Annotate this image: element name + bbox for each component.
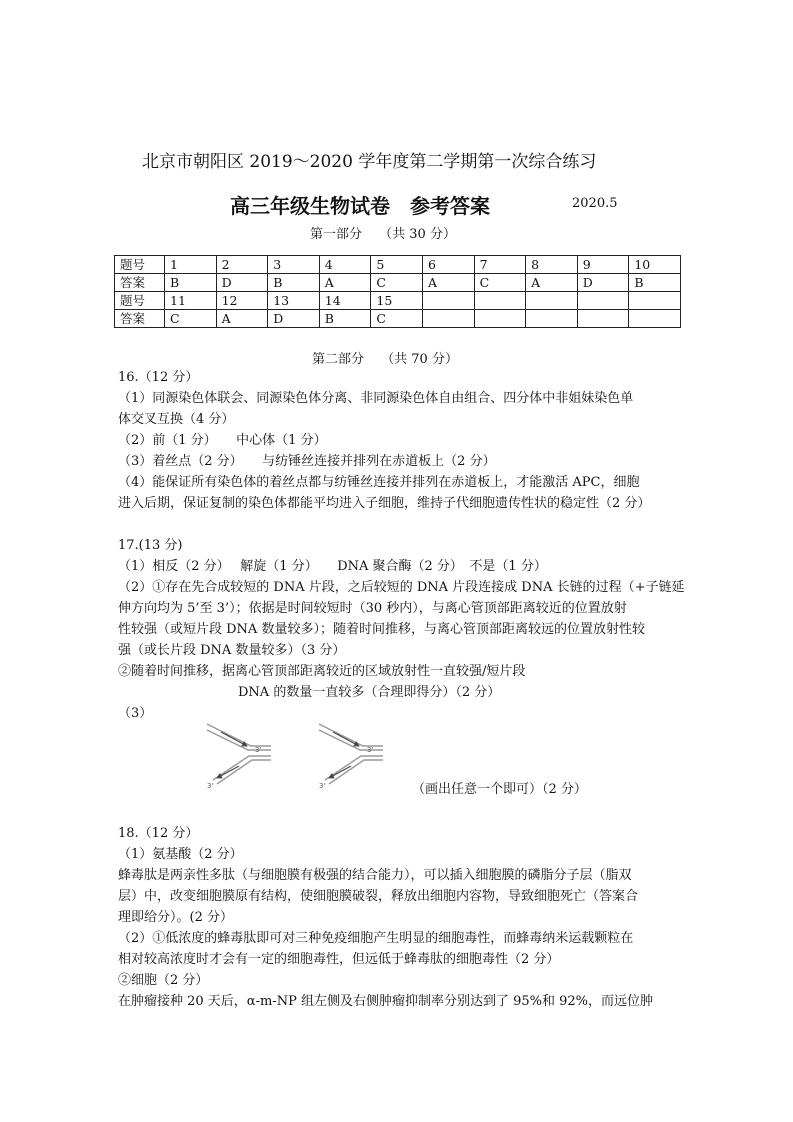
q16-line: （4）能保证所有染色体的着丝点都与纺锤丝连接并排列在赤道板上，才能激活 APC，细胞 [118, 475, 640, 490]
q16-line: （3）着丝点（2 分） 与纺锤丝连接并排列在赤道板上（2 分） [118, 454, 496, 469]
replication-fork-b [319, 724, 383, 790]
table-row-header: 答案 [115, 310, 165, 328]
q17-line: 伸方向均为 5’至 3’）；依据是时间较短时（30 秒内），与离心管顶部距离较近的位置放射 [118, 601, 627, 616]
table-cell: 12 [216, 292, 268, 310]
q18-line: ②细胞（2 分） [118, 973, 209, 988]
table-cell: D [216, 274, 268, 292]
exam-header: 北京市朝阳区 2019～2020 学年度第二学期第一次综合练习 [142, 152, 597, 172]
part2-heading: 第二部分 （共 70 分） [312, 352, 458, 367]
replication-fork-a [207, 724, 271, 790]
table-row-header: 题号 [115, 256, 165, 274]
table-cell: 7 [474, 256, 526, 274]
table-cell: 13 [268, 292, 320, 310]
table-cell: C [371, 274, 423, 292]
table-cell [577, 310, 629, 328]
table-cell: A [319, 274, 371, 292]
table-cell [629, 310, 681, 328]
table-cell: 9 [577, 256, 629, 274]
q18-line: （1）氨基酸（2 分） [118, 847, 243, 862]
q17-line: ②随着时间推移，据离心管顶部距离较近的区域放射性一直较强/短片段 [118, 664, 526, 679]
table-cell [474, 292, 526, 310]
answer-table [114, 255, 681, 328]
table-cell: 4 [319, 256, 371, 274]
table-cell: 15 [371, 292, 423, 310]
q18-title: 18.（12 分） [118, 826, 199, 841]
table-cell: 8 [526, 256, 578, 274]
table-cell [577, 292, 629, 310]
q17-line: （3） [118, 706, 153, 721]
table-cell: 1 [165, 256, 217, 274]
part1-heading: 第一部分 （共 30 分） [310, 227, 456, 242]
q17-line: DNA 的数量一直较多（合理即得分）（2 分） [238, 685, 501, 700]
table-row [115, 310, 681, 328]
table-cell: 2 [216, 256, 268, 274]
table-row-header: 题号 [115, 292, 165, 310]
strand-label: 3' [319, 782, 326, 790]
table-row [115, 274, 681, 292]
table-row [115, 292, 681, 310]
q17-line: 强（或长片段 DNA 数量较多）（3 分） [118, 643, 346, 658]
table-row [115, 256, 681, 274]
table-cell: 3 [268, 256, 320, 274]
table-cell [474, 310, 526, 328]
table-cell: A [526, 274, 578, 292]
q18-line: 相对较高浓度时才会有一定的细胞毒性，但远低于蜂毒肽的细胞毒性（2 分） [118, 952, 560, 967]
q16-line: （1）同源染色体联会、同源染色体分离、非同源染色体自由组合、四分体中非姐妹染色单 [118, 391, 634, 406]
q17-line: 性较强（或短片段 DNA 数量较多）；随着时间推移，与离心管顶部距离较远的位置放射性较 [118, 622, 645, 637]
table-cell: B [319, 310, 371, 328]
table-cell: D [577, 274, 629, 292]
table-cell: C [474, 274, 526, 292]
table-cell: C [165, 310, 217, 328]
table-cell: B [165, 274, 217, 292]
table-cell: 6 [422, 256, 474, 274]
table-cell: B [629, 274, 681, 292]
page-title: 高三年级生物试卷 参考答案 [230, 194, 490, 218]
q18-line: 蜂毒肽是两亲性多肽（与细胞膜有极强的结合能力），可以插入细胞膜的磷脂分子层（脂双 [118, 868, 632, 883]
table-cell: D [268, 310, 320, 328]
table-cell: 10 [629, 256, 681, 274]
q18-line: （2）①低浓度的蜂毒肽即可对三种免疫细胞产生明显的细胞毒性，而蜂毒纳米运载颗粒在 [118, 931, 634, 946]
exam-date: 2020.5 [572, 196, 618, 211]
table-cell [422, 292, 474, 310]
table-row-header: 答案 [115, 274, 165, 292]
q16-line: 体交叉互换（4 分） [118, 412, 235, 427]
q16-line: 进入后期，保证复制的染色体都能平均进入子细胞，维持子代细胞遗传性状的稳定性（2 分） [118, 496, 651, 511]
table-cell: 11 [165, 292, 217, 310]
table-cell: A [216, 310, 268, 328]
table-cell: C [371, 310, 423, 328]
table-cell [526, 292, 578, 310]
q18-line: 在肿瘤接种 20 天后，α-m-NP 组左侧及右侧肿瘤抑制率分别达到了 95%和 92%，而远位肿 [118, 994, 654, 1009]
table-cell [629, 292, 681, 310]
strand-label: 3' [367, 746, 374, 754]
q17-line: （2）①存在先合成较短的 DNA 片段，之后较短的 DNA 片段连接成 DNA 长链的过程（+子链延 [118, 580, 685, 595]
strand-label: 3' [207, 782, 214, 790]
table-cell: A [422, 274, 474, 292]
table-cell: 14 [319, 292, 371, 310]
table-cell [422, 310, 474, 328]
q18-line: 层）中，改变细胞膜原有结构，使细胞膜破裂，释放出细胞内容物，导致细胞死亡（答案合 [118, 889, 639, 904]
table-cell [526, 310, 578, 328]
table-cell: 5 [371, 256, 423, 274]
q17-title: 17.(13 分) [118, 538, 183, 553]
q17-line: （1）相反（2 分） 解旋（1 分） DNA 聚合酶（2 分） 不是（1 分） [118, 559, 547, 574]
q16-line: （2）前（1 分） 中心体（1 分） [118, 433, 327, 448]
q16-title: 16.（12 分） [118, 370, 199, 385]
strand-label: 3' [255, 746, 262, 754]
q17-figure-note: （画出任意一个即可）（2 分） [412, 782, 587, 797]
table-cell: B [268, 274, 320, 292]
replication-fork-figure [205, 722, 395, 794]
q18-line: 理即给分）。(2 分） [118, 910, 233, 925]
